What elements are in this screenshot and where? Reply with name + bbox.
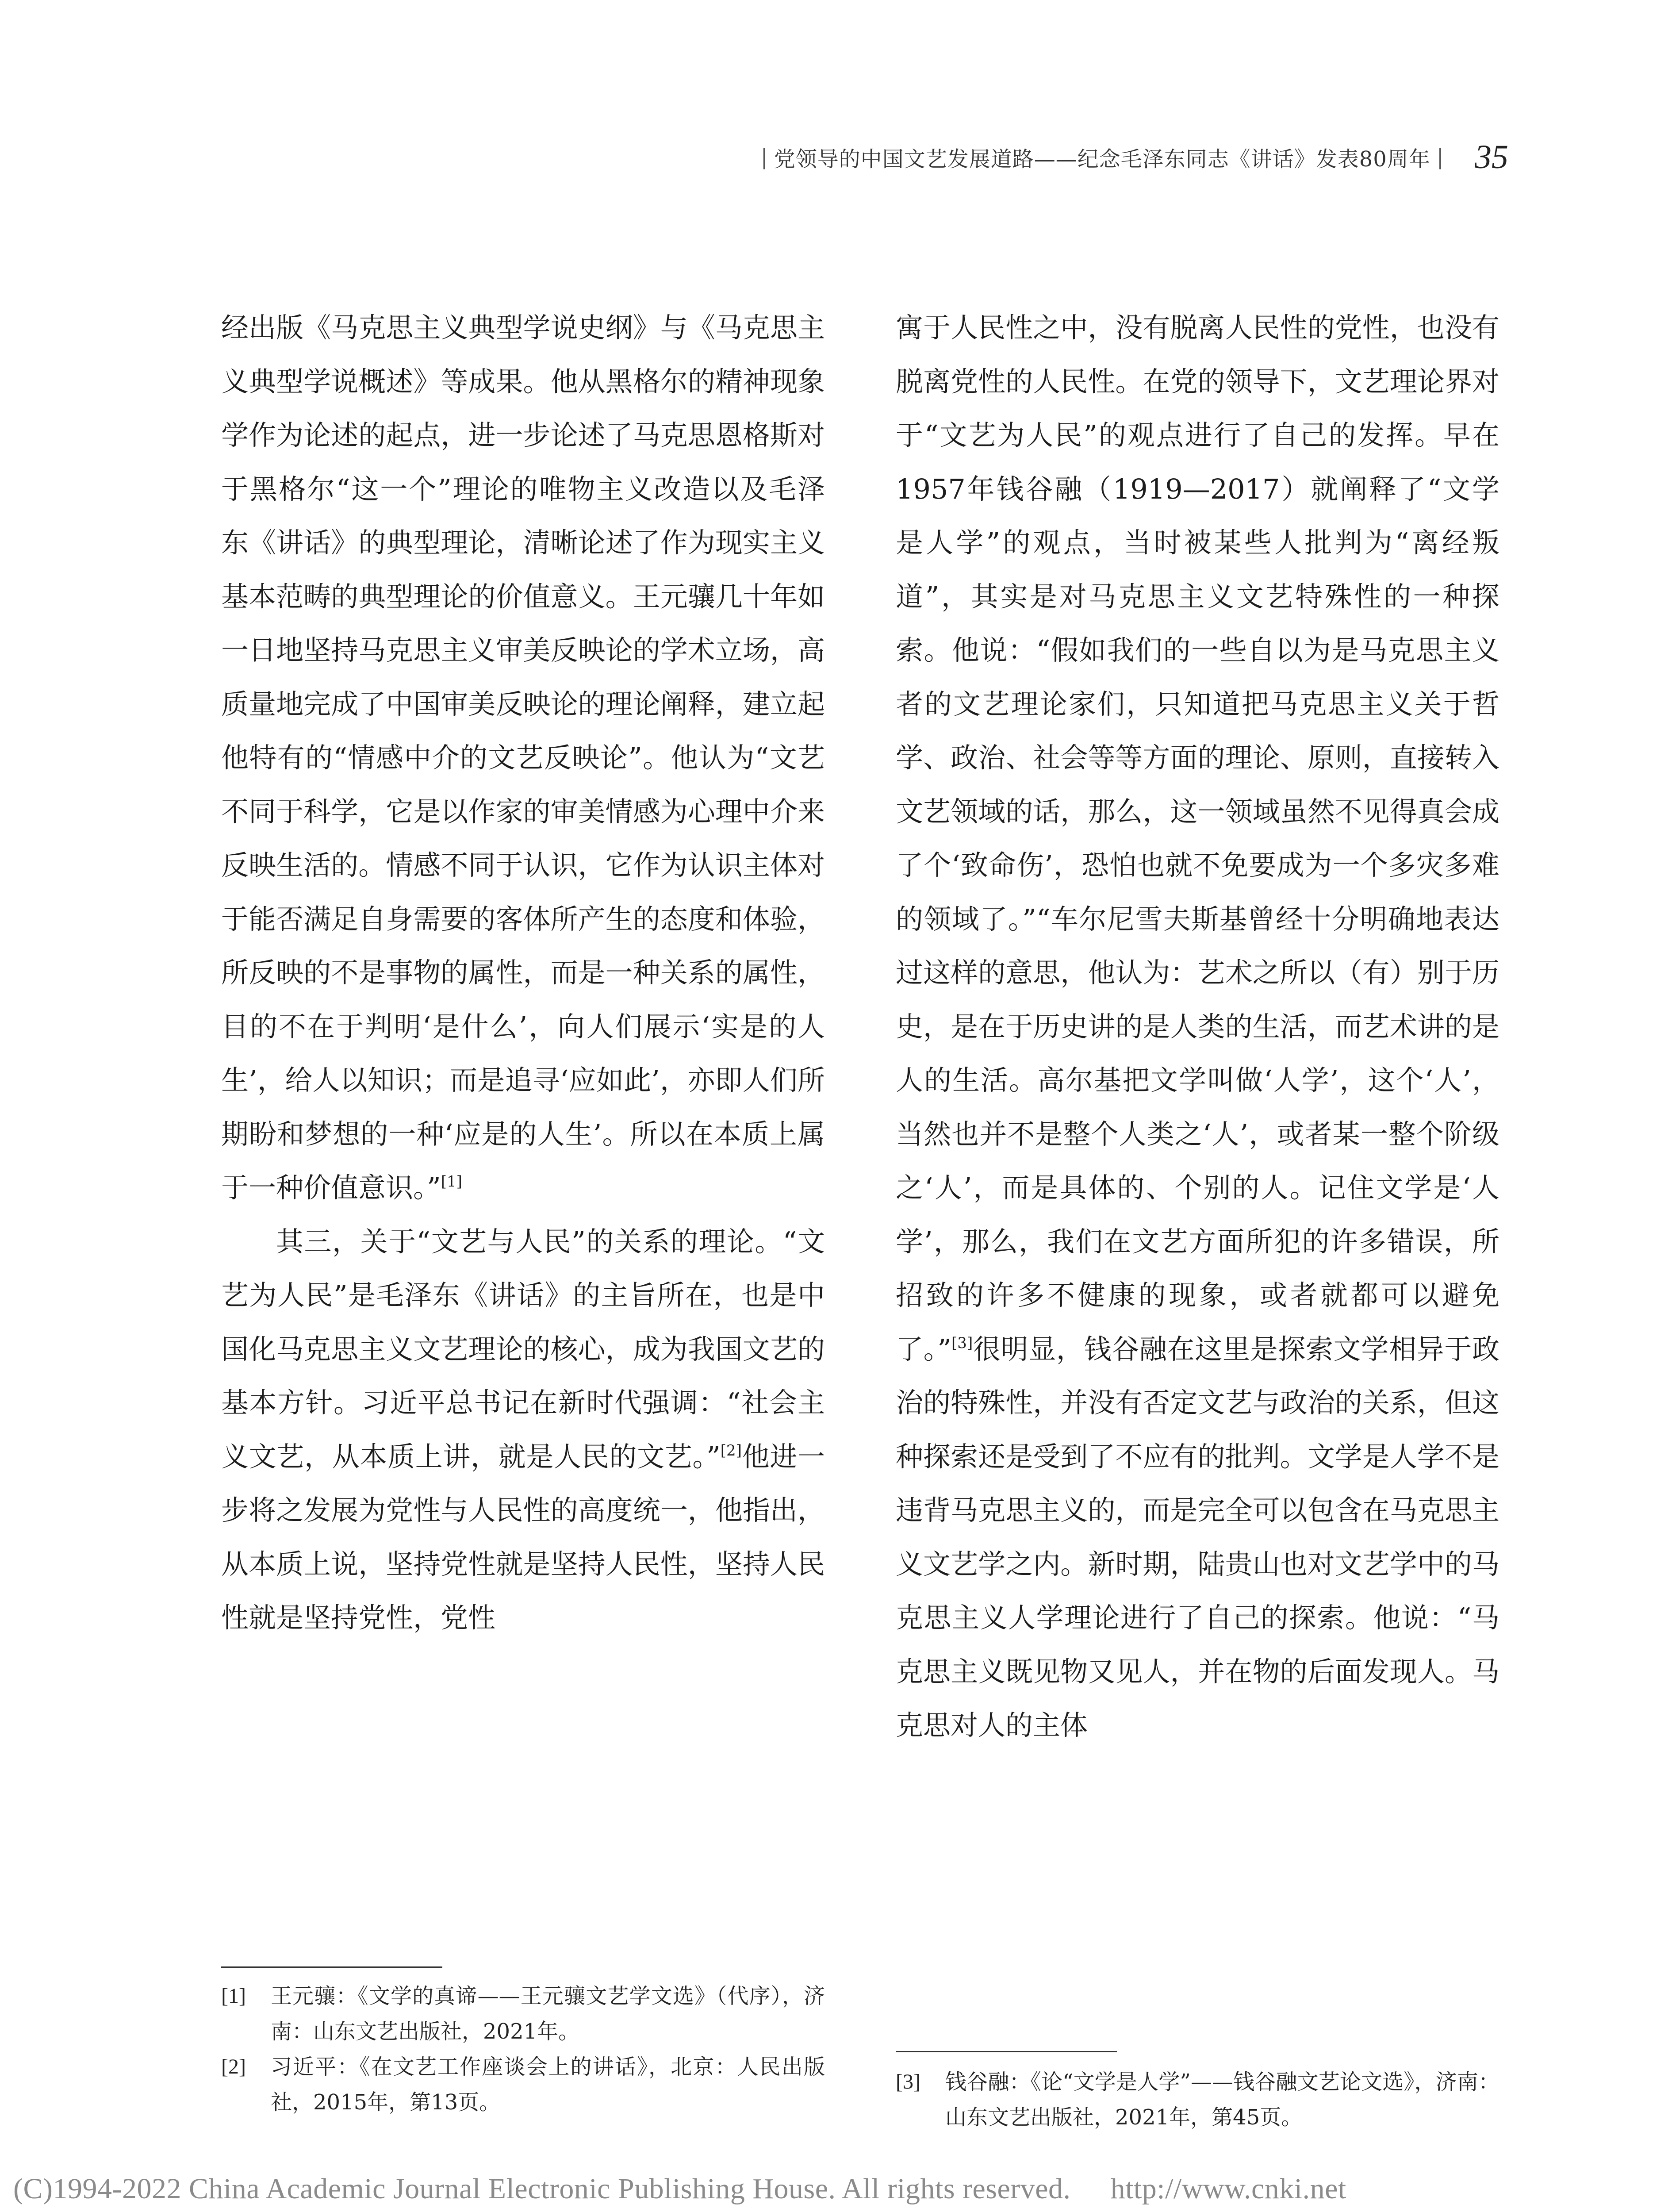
header-title: 党领导的中国文艺发展道路——纪念毛泽东同志《讲话》发表80周年 — [774, 146, 1430, 172]
footnote-rule-left — [221, 1966, 442, 1968]
copyright-line — [13, 2172, 1659, 2206]
right-column — [896, 301, 1499, 1752]
cnki-url[interactable]: http://www.cnki.net — [1110, 2173, 1346, 2205]
footnote-ref[interactable]: [3] — [951, 1334, 973, 1352]
paragraph: 其三，关于“文艺与人民”的关系的理论。“文艺为人民”是毛泽东《讲话》的主旨所在，也是中国化马克思主义文艺理论的核心，成为我国文艺的基本方针。习近平总书记在新时代强调：“社会主义文艺，从本质上讲，就是人民的文艺。”[2]他进一步将之发展为党性与人民性的高度统一，他指出，从本质上说，坚持党性就是坚持人民性，坚持人民性就是坚持党性，党性 — [221, 1225, 825, 1634]
running-header — [690, 133, 1508, 181]
footnotes-left — [221, 1978, 825, 2120]
footnote-rule-right — [896, 2051, 1117, 2052]
left-column — [221, 301, 825, 1645]
paragraph: 寓于人民性之中，没有脱离人民性的党性，也没有脱离党性的人民性。在党的领导下，文艺理论界对于“文艺为人民”的观点进行了自己的发挥。早在1957年钱谷融（1919—2017）就阐释了“文学是人学”的观点，当时被某些人批判为“离经叛道”，其实是对马克思主义文艺特殊性的一种探索。他说：“假如我们的一些自以为是马克思主义者的文艺理论家们，只知道把马克思主义关于哲学、政治、社会等等方面的理论、原则，直接转入文艺领域的话，那么，这一领域虽然不见得真会成了个‘致命伤’，恐怕也就不免要成为一个多灾多难的领域了。”“车尔尼雪夫斯基曾经十分明确地表达过这样的意思，他认为：艺术之所以（有）别于历史，是在于历史讲的是人类的生活，而艺术讲的是人的生活。高尔基把文学叫做‘人学’，这个‘人’，当然也并不是整个人类之‘人’，或者某一整个阶级之‘人’，而是具体的、个别的人。记住文学是‘人学’，那么，我们在文艺方面所犯的许多错误，所招致的许多不健康的现象，或者就都可以避免了。”[3]很明显，钱谷融在这里是探索文学相异于政治的特殊性，并没有否定文艺与政治的关系，但这种探索还是受到了不应有的批判。文学是人学不是违背马克思主义的，而是完全可以包含在马克思主义文艺学之内。新时期，陆贵山也对文艺学中的马克思主义人学理论进行了自己的探索。他说：“马克思主义既见物又见人，并在物的后面发现人。马克思对人的主体 — [896, 311, 1499, 1741]
footnote-ref[interactable]: [2] — [720, 1441, 742, 1459]
footnote: [3] 钱谷融：《论“文学是人学”——钱谷融文艺论文选》，济南：山东文艺出版社，2021年，第45页。 — [896, 2070, 1499, 2130]
footnote-ref[interactable]: [1] — [441, 1173, 462, 1190]
page-number: 35 — [1475, 138, 1508, 176]
footnote: [2] 习近平：《在文艺工作座谈会上的讲话》，北京：人民出版社，2015年，第13页。 — [221, 2055, 825, 2115]
footnotes-right — [896, 2064, 1499, 2135]
paragraph: 经出版《马克思主义典型学说史纲》与《马克思主义典型学说概述》等成果。他从黑格尔的精神现象学作为论述的起点，进一步论述了马克思恩格斯对于黑格尔“这一个”理论的唯物主义改造以及毛泽东《讲话》的典型理论，清晰论述了作为现实主义基本范畴的典型理论的价值意义。王元骧几十年如一日地坚持马克思主义审美反映论的学术立场，高质量地完成了中国审美反映论的理论阐释，建立起他特有的“情感中介的文艺反映论”。他认为“文艺不同于科学，它是以作家的审美情感为心理中介来反映生活的。情感不同于认识，它作为认识主体对于能否满足自身需要的客体所产生的态度和体验，所反映的不是事物的属性，而是一种关系的属性，目的不在于判明‘是什么’，向人们展示‘实是的人生’，给人以知识；而是追寻‘应如此’，亦即人们所期盼和梦想的一种‘应是的人生’。所以在本质上属于一种价值意识。”[1] — [221, 311, 825, 1204]
header-divider-left: | — [760, 145, 768, 169]
copyright-text: (C)1994-2022 China Academic Journal Electronic Publishing House. All rights reserved. — [13, 2173, 1071, 2205]
footnote: [1] 王元骧：《文学的真谛——王元骧文艺学文选》（代序），济南：山东文艺出版社，2021年。 — [221, 1984, 825, 2044]
header-divider-right: | — [1436, 145, 1444, 169]
